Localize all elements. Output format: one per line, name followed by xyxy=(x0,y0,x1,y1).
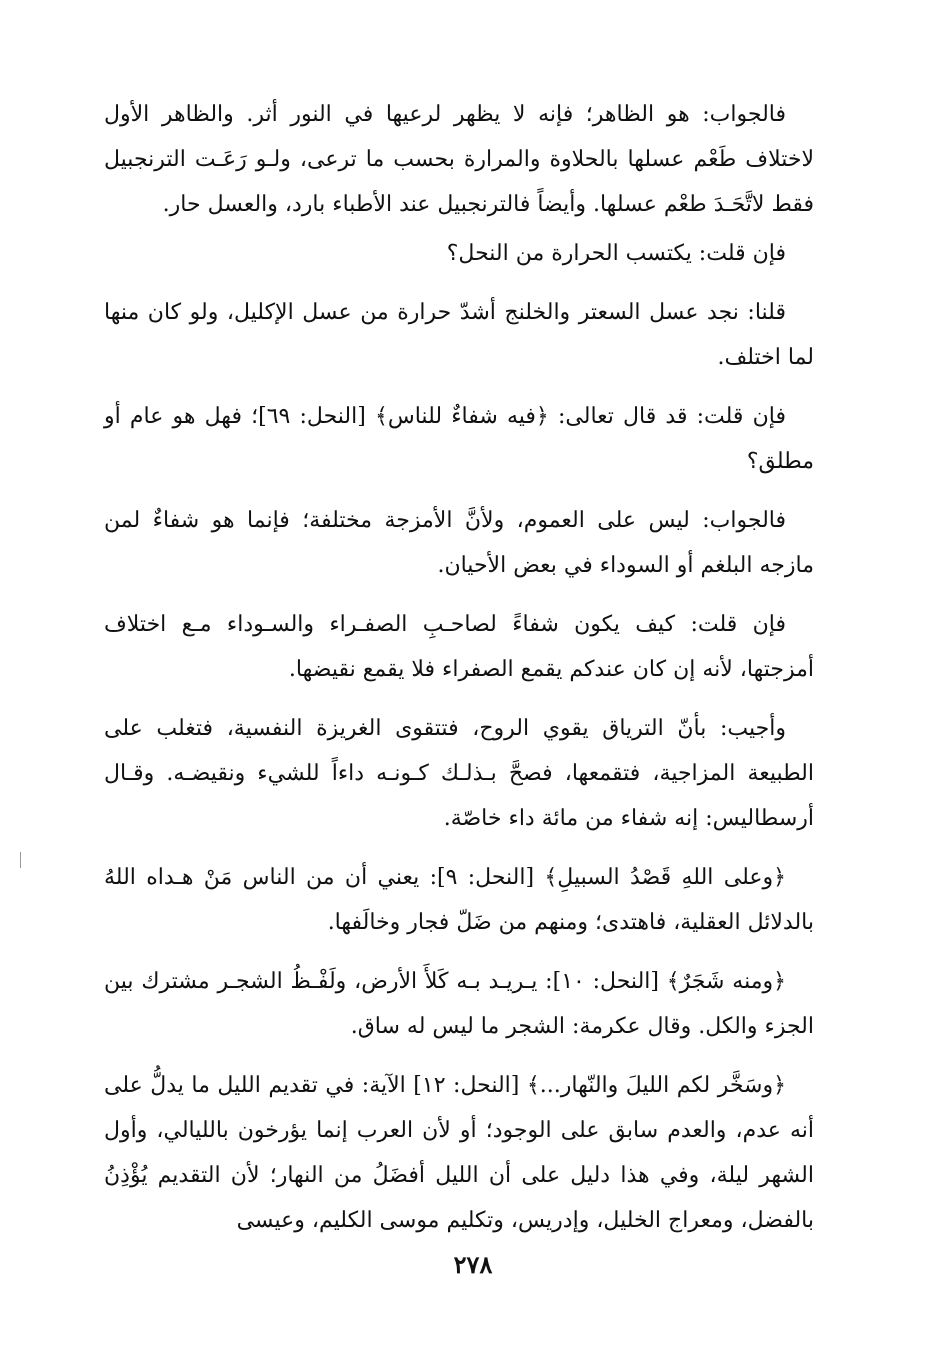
paragraph-answer-appearance: فالجواب: هو الظاهر؛ فإنه لا يظهر لرعيها في النور أثر. والظاهر الأول لاختلاف طَعْم عسلها بالحلاوة والمرارة بحسب ما ترعى، ولـو رَعَـت الترنجبيل فقط لاتَّحَـدَ طعْم عسلها. وأيضاً فالترنجبيل عند الأطباء بارد، والعسل حار. xyxy=(104,102,814,217)
paragraph-verse-path: ﴿وعلى اللهِ قَصْدُ السبيلِ﴾ [النحل: ٩]: يعني أن من الناس مَنْ هـداه اللهُ بالدلائل العقلية، فاهتدى؛ ومنهم من ضَلّ فجار وخالَفها. xyxy=(104,865,814,935)
paragraph-verse-night-day: ﴿وسَخَّر لكم الليلَ والنّهار...﴾ [النحل: ١٢] الآية: في تقديم الليل ما يدلُّ على أنه عدم، والعدم سابق على الوجود؛ أو لأن العرب إنما يؤرخون بالليالي، وأول الشهر ليلة، وفي هذا دليل على أن الليل أفضَلُ من النهار؛ لأن التقديم يُؤْذِنُ بالفضل، ومعراج الخليل، وإدريس، وتكليم موسى الكليم، وعيسى xyxy=(104,1073,814,1233)
paragraph-question-bile: فإن قلت: كيف يكون شفاءً لصاحـبِ الصفـراء والسـوداء مـع اختلاف أمزجتها، لأنه إن كان عندكم يقمع الصفراء فلا يقمع نقيضها. xyxy=(104,612,814,682)
paragraph-answer-not-general: فالجواب: ليس على العموم، ولأنَّ الأمزجة مختلفة؛ فإنما هو شفاءٌ لمن مازجه البلغم أو السوداء في بعض الأحيان. xyxy=(104,508,814,578)
paragraph-reply-honey-heat: قلنا: نجد عسل السعتر والخلنج أشدّ حرارة من عسل الإكليل، ولو كان منها لما اختلف. xyxy=(104,300,814,370)
paragraph-verse-trees: ﴿ومنه شَجَرٌ﴾ [النحل: ١٠]: يـريـد بـه كَلأَ الأرض، ولَفْـظُ الشجـر مشترك بين الجزء والكل. وقال عكرمة: الشجر ما ليس له ساق. xyxy=(104,969,814,1039)
paragraph-question-heat: فإن قلت: يكتسب الحرارة من النحل؟ xyxy=(446,241,786,266)
page-number: ٢٧٨ xyxy=(453,1250,493,1279)
margin-mark xyxy=(20,852,21,868)
page-body-text xyxy=(104,92,814,1243)
paragraph-answer-theriac: وأجيب: بأنّ الترياق يقوي الروح، فتتقوى الغريزة النفسية، فتغلب على الطبيعة المزاجية، فتقمعها، فصحَّ بـذلـك كـونـه داءاً للشيء ونقيضـه. وقـال أرسطاليس: إنه شفاء من مائة داء خاصّة. xyxy=(104,716,814,831)
paragraph-question-healing: فإن قلت: قد قال تعالى: ﴿فيه شفاءٌ للناس﴾ [النحل: ٦٩]؛ فهل هو عام أو مطلق؟ xyxy=(104,404,814,474)
